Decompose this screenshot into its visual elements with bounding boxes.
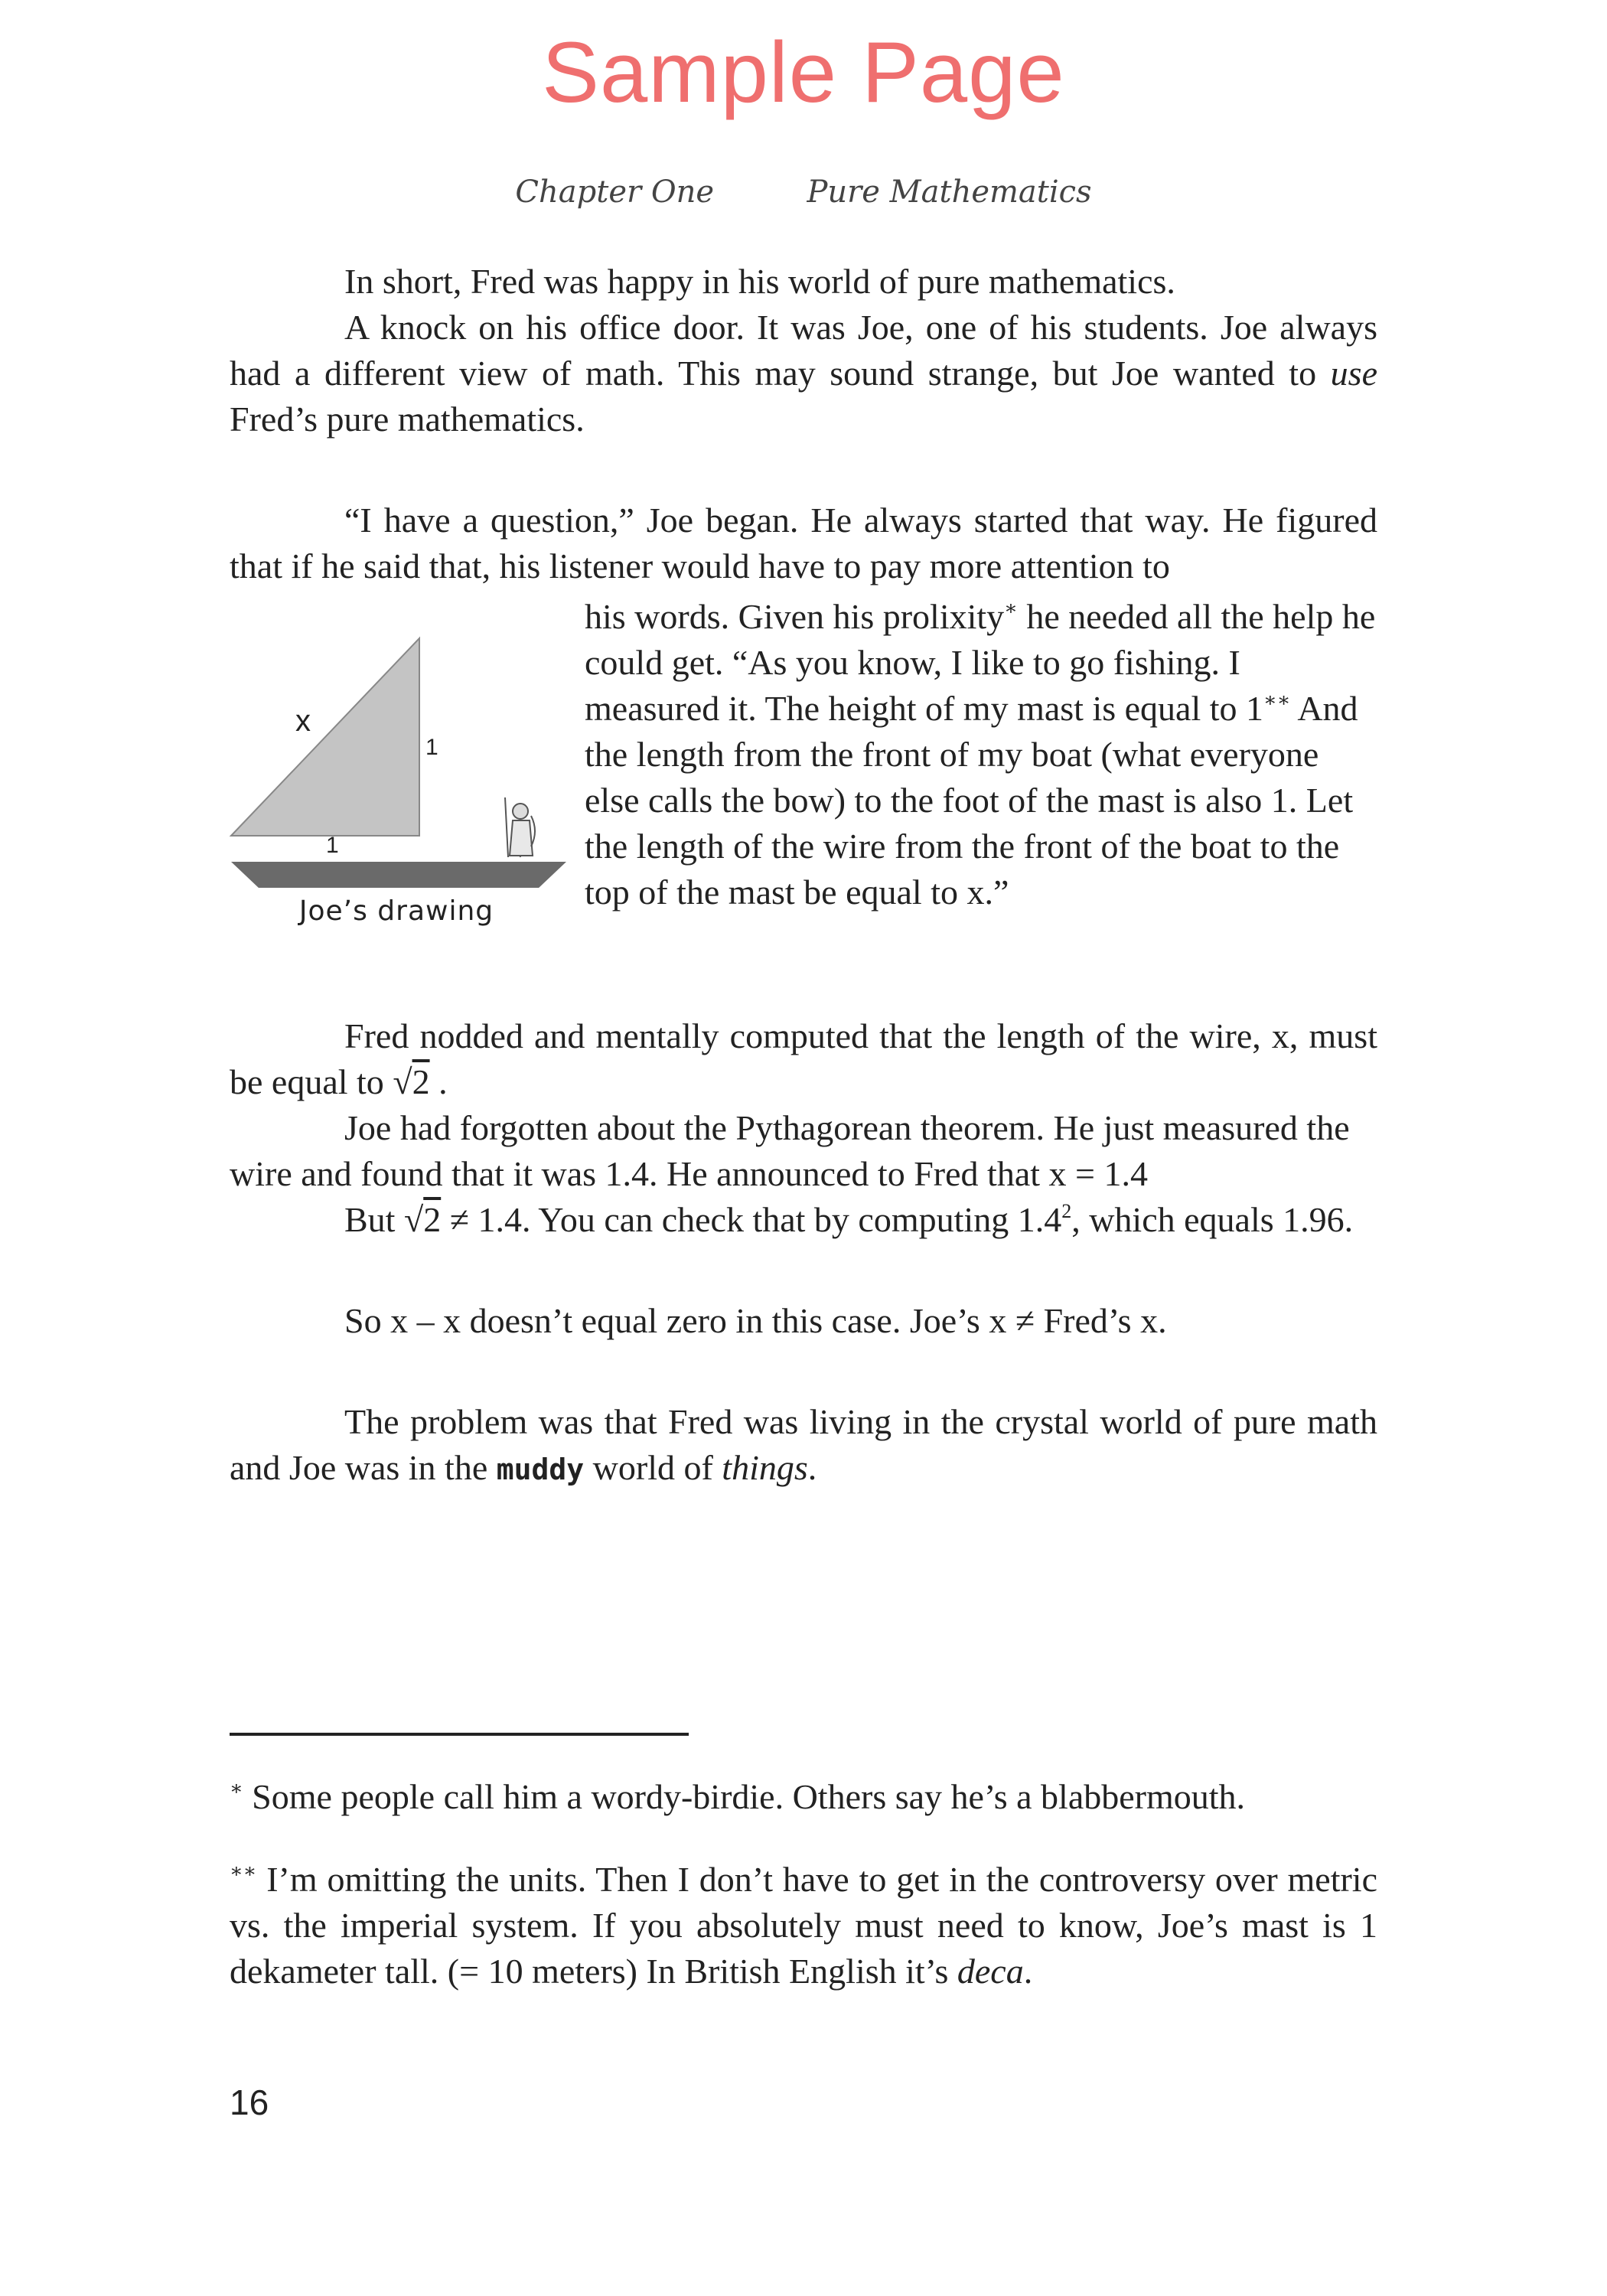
footnote-ref-2[interactable]: ∗∗ — [1263, 689, 1291, 711]
footnote-ref-1[interactable]: ∗ — [1004, 597, 1018, 619]
paragraph — [585, 594, 1377, 915]
text-span: world of — [584, 1448, 722, 1487]
page-number: 16 — [230, 2082, 269, 2122]
muddy-word: muddy — [496, 1453, 585, 1486]
square-root-2 — [404, 1200, 441, 1239]
radicand: 2 — [423, 1200, 442, 1239]
text-span: But — [344, 1200, 404, 1239]
footnotes — [230, 1774, 1377, 1994]
text-span: The problem was that Fred was living in the crystal world of pure math and Joe was in the — [230, 1402, 1377, 1487]
text-span: A knock on his office door. It was Joe, one of his students. Joe always had a different view of math. This may sound strange, but Joe wanted to — [230, 308, 1377, 393]
paragraph: So x – x doesn’t equal zero in this case. Joe’s x ≠ Fred’s x. — [344, 1301, 1167, 1340]
radical-sign: √ — [393, 1062, 412, 1101]
footnote-2 — [230, 1857, 1377, 1994]
boat-diagram — [228, 628, 580, 888]
boat-hull — [231, 862, 566, 888]
paragraph — [230, 1013, 1377, 1105]
paragraph — [230, 1197, 1377, 1243]
body-text-top — [230, 259, 1377, 589]
paragraph: In short, Fred was happy in his world of pure mathematics. — [344, 262, 1175, 301]
sample-page-watermark: Sample Page — [542, 24, 1065, 120]
text-span: . — [807, 1448, 817, 1487]
footnote-text: Some people call him a wordy-birdie. Others say he’s a blabbermouth. — [243, 1777, 1246, 1816]
joes-drawing — [228, 628, 580, 949]
base-length-label: 1 — [326, 833, 339, 858]
text-span: , which equals 1.96. — [1071, 1200, 1354, 1239]
hypotenuse-label: x — [295, 704, 311, 738]
running-head — [0, 174, 1607, 210]
footnote-divider — [230, 1733, 689, 1736]
paragraph: Joe had forgotten about the Pythagorean theorem. He just measured the wire and found that it was 1.4. He announced to Fred that x = 1.4 — [230, 1108, 1350, 1193]
paragraph — [230, 1399, 1377, 1492]
body-text-bottom — [230, 1013, 1377, 1492]
text-span: Fred nodded and mentally computed that the length of the wire, x, must be equal to — [230, 1016, 1377, 1101]
text-span: he needed all the help he could get. “As you know, I like to go fishing. I measured it. The height of my mast is equal to 1 — [585, 597, 1376, 728]
footnote-text: I’m omitting the units. Then I don’t have to get in the controversy over metric vs. the imperial system. If you absolutely must need to know, Joe’s mast is 1 dekameter tall. (= 10 meters) In British English it’s — [230, 1860, 1377, 1991]
paragraph — [230, 305, 1377, 442]
radical-sign: √ — [403, 1200, 424, 1239]
radicand: 2 — [412, 1062, 430, 1101]
emphasis: use — [1330, 354, 1377, 393]
figure-caption: Joe’s drawing — [298, 895, 494, 927]
footnote-text: . — [1023, 1952, 1033, 1991]
footnote-1 — [230, 1774, 1377, 1820]
square-root-2 — [393, 1062, 429, 1101]
footnote-mark: ∗ — [230, 1777, 243, 1799]
text-span: . — [429, 1062, 448, 1101]
text-span: ≠ 1.4. You can check that by computing 1.4 — [441, 1200, 1062, 1239]
emphasis: things — [722, 1448, 808, 1487]
text-span: his words. Given his prolixity — [585, 597, 1005, 636]
chapter-title: Pure Mathematics — [807, 174, 1092, 210]
chapter-label: Chapter One — [515, 174, 715, 210]
emphasis: deca — [957, 1952, 1024, 1991]
text-span: And the length from the front of my boat (what everyone else calls the bow) to the foot of the mast is also 1. Let the length of the wire from the front of the boat to the top of the mast be equal to x.” — [585, 689, 1358, 912]
mast-height-label: 1 — [425, 735, 438, 760]
text-span: Fred’s pure mathematics. — [230, 400, 585, 439]
paragraph: “I have a question,” Joe began. He always started that way. He figured that if he said that, his listener would have to pay more attention to — [230, 501, 1377, 585]
footnote-mark: ∗∗ — [230, 1860, 257, 1882]
sail-triangle — [231, 638, 419, 836]
wrapped-paragraph — [585, 594, 1377, 915]
fisherman-icon — [505, 797, 535, 857]
exponent: 2 — [1061, 1200, 1072, 1222]
